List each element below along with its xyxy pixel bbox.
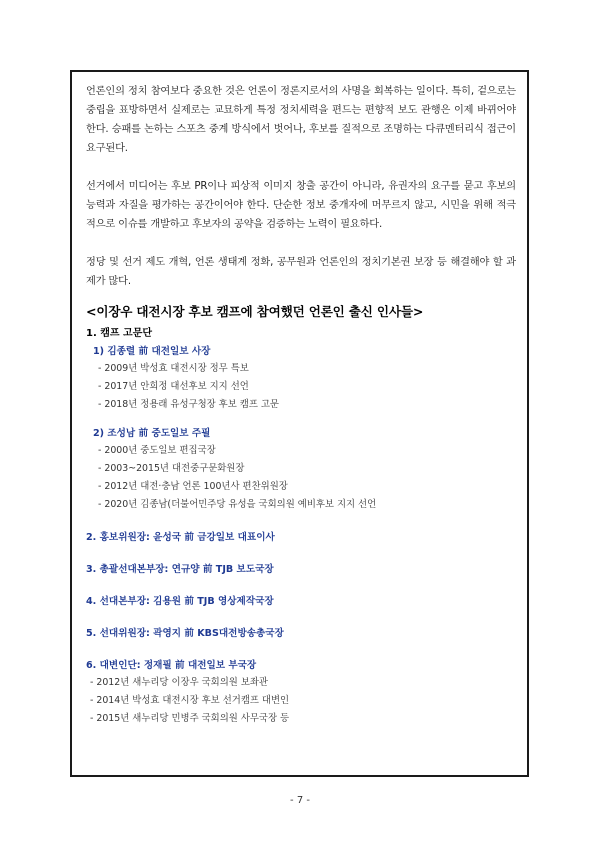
advisor-1-item: - 2018년 정용래 유성구청장 후보 캠프 고문: [98, 399, 279, 410]
spokesperson-heading: 6. 대변인단: 정재필 前 대전일보 부국장: [86, 660, 257, 671]
spokesperson-item: - 2014년 박성효 대전시장 후보 선거캠프 대변인: [90, 695, 290, 706]
advisor-2-item: - 2020년 김종남(더불어민주당 유성을 국회의원 예비후보 지지 선언: [98, 499, 377, 510]
paragraph-1: 언론인의 정치 참여보다 중요한 것은 언론이 정론지로서의 사명을 회복하는 일이다. 특히, 겉으로는 중립을 표방하면서 실제로는 교묘하게 특정 정치세력을 편드는 편향적 보도 관행은 이제 바뀌어야 한다. 승패를 논하는 스포츠 중계 방식에서 벗어나, 후보를 질적으로 조명하는 다큐멘터리식 접근이 요구된다.: [86, 86, 516, 154]
spokesperson-item: - 2012년 새누리당 이장우 국회의원 보좌관: [90, 677, 268, 688]
paragraph-3: 정당 및 선거 제도 개혁, 언론 생태계 정화, 공무원과 언론인의 정치기본권 보장 등 해결해야 할 과제가 많다.: [86, 257, 516, 287]
spokesperson-item: - 2015년 새누리당 민병주 국회의원 사무국장 등: [90, 713, 290, 724]
role-heading: 4. 선대본부장: 김용원 前 TJB 영상제작국장: [86, 596, 274, 607]
advisor-2-item: - 2003~2015년 대전중구문화원장: [98, 463, 245, 474]
page-number: - 7 -: [290, 795, 310, 806]
advisor-2-item: - 2012년 대전·충남 언론 100년사 편찬위원장: [98, 481, 288, 492]
advisor-1-name: 1) 김종렬 前 대전일보 사장: [93, 346, 211, 357]
document-body: [86, 82, 516, 728]
section-title: <이장우 대전시장 후보 캠프에 참여했던 언론인 출신 인사들>: [86, 304, 424, 319]
role-heading: 2. 홍보위원장: 윤성국 前 금강일보 대표이사: [86, 532, 275, 543]
advisor-1-item: - 2017년 안희정 대선후보 지지 선언: [98, 381, 249, 392]
advisor-1-item: - 2009년 박성효 대전시장 정무 특보: [98, 363, 249, 374]
role-heading: 5. 선대위원장: 곽영지 前 KBS대전방송총국장: [86, 628, 284, 639]
advisor-2-name: 2) 조성남 前 중도일보 주필: [93, 428, 211, 439]
camp-advisors-heading: 1. 캠프 고문단: [86, 328, 153, 339]
advisor-2-item: - 2000년 중도일보 편집국장: [98, 445, 216, 456]
role-heading: 3. 총괄선대본부장: 연규양 前 TJB 보도국장: [86, 564, 274, 575]
paragraph-2: 선거에서 미디어는 후보 PR이나 피상적 이미지 창출 공간이 아니라, 유권자의 요구를 묻고 후보의 능력과 자질을 평가하는 공간이어야 한다. 단순한 정보 중개자에 머무르지 않고, 시민을 위해 적극적으로 이슈를 개발하고 후보자의 공약을 검증하는 노력이 필요하다.: [86, 181, 516, 230]
